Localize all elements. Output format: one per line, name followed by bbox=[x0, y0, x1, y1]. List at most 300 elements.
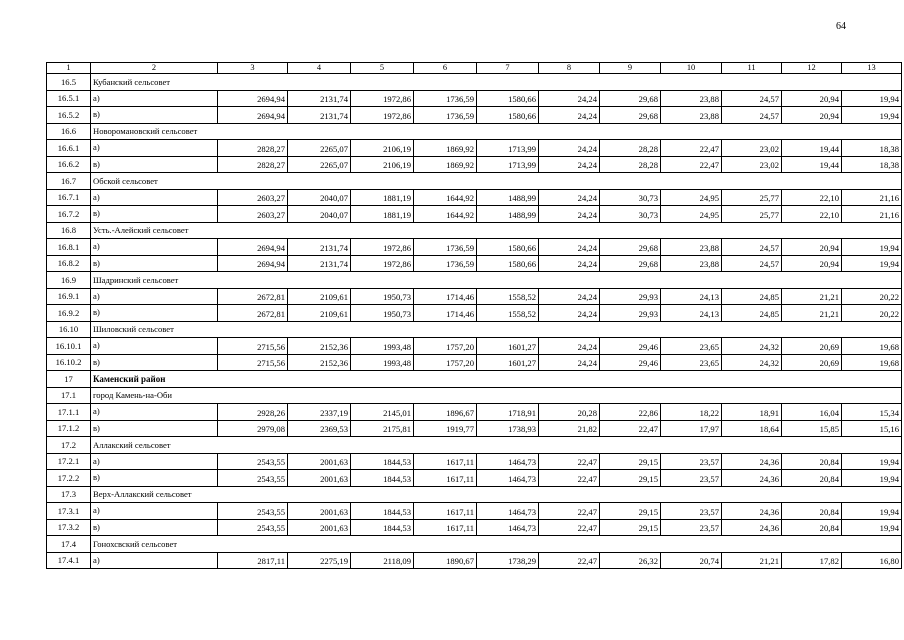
value-cell: 2265,07 bbox=[288, 140, 351, 157]
value-cell: 1757,20 bbox=[414, 338, 477, 355]
row-code: 16.5.1 bbox=[47, 90, 91, 107]
row-code: 17.2.2 bbox=[47, 470, 91, 487]
value-cell: 2265,07 bbox=[288, 156, 351, 173]
column-number-cell: 2 bbox=[91, 63, 218, 74]
value-cell: 2694,94 bbox=[218, 107, 288, 124]
table-row bbox=[47, 189, 902, 206]
value-cell: 19,44 bbox=[782, 156, 842, 173]
section-row bbox=[47, 486, 902, 503]
value-cell: 2109,61 bbox=[288, 288, 351, 305]
value-cell: 24,85 bbox=[722, 305, 782, 322]
row-code: 16.10.2 bbox=[47, 354, 91, 371]
value-cell: 15,16 bbox=[842, 420, 902, 437]
value-cell: 22,47 bbox=[539, 552, 600, 569]
value-cell: 1464,73 bbox=[477, 470, 539, 487]
row-code: 16.9.1 bbox=[47, 288, 91, 305]
value-cell: 1558,52 bbox=[477, 305, 539, 322]
value-cell: 29,15 bbox=[600, 519, 661, 536]
value-cell: 1617,11 bbox=[414, 470, 477, 487]
section-row bbox=[47, 74, 902, 91]
value-cell: 2131,74 bbox=[288, 239, 351, 256]
value-cell: 30,73 bbox=[600, 189, 661, 206]
value-cell: 2131,74 bbox=[288, 107, 351, 124]
row-code: 17.4.1 bbox=[47, 552, 91, 569]
section-title: Шиловский сельсовет bbox=[91, 321, 902, 338]
value-cell: 24,95 bbox=[661, 189, 722, 206]
table-row bbox=[47, 239, 902, 256]
row-code: 16.8 bbox=[47, 222, 91, 239]
value-cell: 1464,73 bbox=[477, 519, 539, 536]
value-cell: 18,38 bbox=[842, 140, 902, 157]
value-cell: 1488,99 bbox=[477, 206, 539, 223]
value-cell: 2369,53 bbox=[288, 420, 351, 437]
value-cell: 21,16 bbox=[842, 206, 902, 223]
value-cell: 2337,19 bbox=[288, 404, 351, 421]
row-code: 16.8.1 bbox=[47, 239, 91, 256]
section-row bbox=[47, 222, 902, 239]
column-number-cell: 9 bbox=[600, 63, 661, 74]
value-cell: 24,24 bbox=[539, 90, 600, 107]
column-number-cell: 13 bbox=[842, 63, 902, 74]
value-cell: 2040,07 bbox=[288, 189, 351, 206]
value-cell: 22,47 bbox=[600, 420, 661, 437]
value-cell: 24,24 bbox=[539, 305, 600, 322]
section-title: город Камень-на-Оби bbox=[91, 387, 902, 404]
value-cell: 2603,27 bbox=[218, 206, 288, 223]
value-cell: 19,94 bbox=[842, 90, 902, 107]
value-cell: 1881,19 bbox=[351, 189, 414, 206]
column-number-cell: 6 bbox=[414, 63, 477, 74]
value-cell: 24,57 bbox=[722, 239, 782, 256]
value-cell: 1488,99 bbox=[477, 189, 539, 206]
value-cell: 2672,81 bbox=[218, 288, 288, 305]
table-row bbox=[47, 503, 902, 520]
value-cell: 2175,81 bbox=[351, 420, 414, 437]
value-cell: 20,94 bbox=[782, 107, 842, 124]
section-title: Обской сельсовет bbox=[91, 173, 902, 190]
value-cell: 1644,92 bbox=[414, 189, 477, 206]
value-cell: 16,80 bbox=[842, 552, 902, 569]
value-cell: 2001,63 bbox=[288, 503, 351, 520]
value-cell: 1601,27 bbox=[477, 338, 539, 355]
value-cell: 1580,66 bbox=[477, 255, 539, 272]
value-cell: 1714,46 bbox=[414, 305, 477, 322]
value-cell: 19,94 bbox=[842, 107, 902, 124]
table-row bbox=[47, 552, 902, 569]
column-number-cell: 7 bbox=[477, 63, 539, 74]
value-cell: 19,68 bbox=[842, 354, 902, 371]
value-cell: 22,47 bbox=[661, 140, 722, 157]
value-cell: 30,73 bbox=[600, 206, 661, 223]
value-cell: 2828,27 bbox=[218, 140, 288, 157]
row-variant-label: в) bbox=[91, 354, 218, 371]
value-cell: 20,94 bbox=[782, 239, 842, 256]
value-cell: 16,04 bbox=[782, 404, 842, 421]
section-title: Гонохсвский сельсовет bbox=[91, 536, 902, 553]
row-code: 16.5.2 bbox=[47, 107, 91, 124]
row-code: 17.1 bbox=[47, 387, 91, 404]
value-cell: 18,38 bbox=[842, 156, 902, 173]
row-code: 16.7.2 bbox=[47, 206, 91, 223]
value-cell: 1890,67 bbox=[414, 552, 477, 569]
value-cell: 17,97 bbox=[661, 420, 722, 437]
value-cell: 20,22 bbox=[842, 305, 902, 322]
value-cell: 1844,53 bbox=[351, 470, 414, 487]
section-title: Усть.-Алейский сельсовет bbox=[91, 222, 902, 239]
value-cell: 19,94 bbox=[842, 453, 902, 470]
value-cell: 2543,55 bbox=[218, 519, 288, 536]
value-cell: 18,22 bbox=[661, 404, 722, 421]
value-cell: 24,24 bbox=[539, 156, 600, 173]
value-cell: 1644,92 bbox=[414, 206, 477, 223]
value-cell: 1881,19 bbox=[351, 206, 414, 223]
row-variant-label: а) bbox=[91, 140, 218, 157]
row-variant-label: а) bbox=[91, 288, 218, 305]
value-cell: 19,68 bbox=[842, 338, 902, 355]
value-cell: 2979,08 bbox=[218, 420, 288, 437]
table-row bbox=[47, 305, 902, 322]
value-cell: 24,36 bbox=[722, 519, 782, 536]
value-cell: 2817,11 bbox=[218, 552, 288, 569]
section-row bbox=[47, 536, 902, 553]
value-cell: 20,94 bbox=[782, 90, 842, 107]
row-code: 16.10.1 bbox=[47, 338, 91, 355]
section-row bbox=[47, 387, 902, 404]
value-cell: 1950,73 bbox=[351, 288, 414, 305]
table-row bbox=[47, 156, 902, 173]
value-cell: 21,82 bbox=[539, 420, 600, 437]
value-cell: 26,32 bbox=[600, 552, 661, 569]
value-cell: 23,57 bbox=[661, 470, 722, 487]
value-cell: 22,10 bbox=[782, 206, 842, 223]
value-cell: 1736,59 bbox=[414, 90, 477, 107]
value-cell: 19,94 bbox=[842, 503, 902, 520]
value-cell: 15,85 bbox=[782, 420, 842, 437]
row-code: 16.7 bbox=[47, 173, 91, 190]
value-cell: 1757,20 bbox=[414, 354, 477, 371]
value-cell: 24,95 bbox=[661, 206, 722, 223]
row-variant-label: а) bbox=[91, 503, 218, 520]
value-cell: 23,57 bbox=[661, 453, 722, 470]
value-cell: 22,47 bbox=[539, 470, 600, 487]
value-cell: 1972,86 bbox=[351, 90, 414, 107]
value-cell: 2694,94 bbox=[218, 90, 288, 107]
row-code: 16.9.2 bbox=[47, 305, 91, 322]
value-cell: 1580,66 bbox=[477, 90, 539, 107]
value-cell: 19,94 bbox=[842, 255, 902, 272]
value-cell: 29,46 bbox=[600, 338, 661, 355]
row-code: 17.1.1 bbox=[47, 404, 91, 421]
row-code: 16.9 bbox=[47, 272, 91, 289]
value-cell: 24,57 bbox=[722, 107, 782, 124]
value-cell: 1993,48 bbox=[351, 354, 414, 371]
table-row bbox=[47, 404, 902, 421]
value-cell: 24,24 bbox=[539, 189, 600, 206]
row-code: 17.1.2 bbox=[47, 420, 91, 437]
value-cell: 24,57 bbox=[722, 90, 782, 107]
value-cell: 24,24 bbox=[539, 338, 600, 355]
value-cell: 2603,27 bbox=[218, 189, 288, 206]
value-cell: 2928,26 bbox=[218, 404, 288, 421]
table-row bbox=[47, 420, 902, 437]
value-cell: 21,16 bbox=[842, 189, 902, 206]
value-cell: 2672,81 bbox=[218, 305, 288, 322]
row-code: 17.4 bbox=[47, 536, 91, 553]
table-row bbox=[47, 354, 902, 371]
section-row bbox=[47, 437, 902, 454]
value-cell: 1844,53 bbox=[351, 503, 414, 520]
value-cell: 2715,56 bbox=[218, 354, 288, 371]
page-number: 64 bbox=[836, 21, 846, 32]
table-row bbox=[47, 255, 902, 272]
value-cell: 20,84 bbox=[782, 503, 842, 520]
value-cell: 1558,52 bbox=[477, 288, 539, 305]
row-code: 16.10 bbox=[47, 321, 91, 338]
row-variant-label: а) bbox=[91, 453, 218, 470]
value-cell: 1617,11 bbox=[414, 503, 477, 520]
table-row bbox=[47, 288, 902, 305]
value-cell: 21,21 bbox=[722, 552, 782, 569]
value-cell: 24,13 bbox=[661, 305, 722, 322]
row-code: 16.7.1 bbox=[47, 189, 91, 206]
value-cell: 20,94 bbox=[782, 255, 842, 272]
row-code: 17.3.1 bbox=[47, 503, 91, 520]
value-cell: 24,32 bbox=[722, 338, 782, 355]
column-number-row bbox=[47, 63, 902, 74]
value-cell: 22,47 bbox=[539, 453, 600, 470]
value-cell: 23,57 bbox=[661, 519, 722, 536]
value-cell: 20,84 bbox=[782, 470, 842, 487]
value-cell: 1464,73 bbox=[477, 453, 539, 470]
value-cell: 23,88 bbox=[661, 107, 722, 124]
value-cell: 2001,63 bbox=[288, 519, 351, 536]
value-cell: 23,02 bbox=[722, 140, 782, 157]
row-code: 16.5 bbox=[47, 74, 91, 91]
section-title: Верх-Аллакский сельсовет bbox=[91, 486, 902, 503]
value-cell: 23,65 bbox=[661, 338, 722, 355]
value-cell: 1736,59 bbox=[414, 239, 477, 256]
tariff-table bbox=[46, 62, 902, 569]
value-cell: 1896,67 bbox=[414, 404, 477, 421]
value-cell: 2106,19 bbox=[351, 156, 414, 173]
value-cell: 2715,56 bbox=[218, 338, 288, 355]
row-code: 17.3.2 bbox=[47, 519, 91, 536]
section-title: Новоромановский сельсовет bbox=[91, 123, 902, 140]
value-cell: 23,88 bbox=[661, 90, 722, 107]
value-cell: 19,94 bbox=[842, 470, 902, 487]
value-cell: 1993,48 bbox=[351, 338, 414, 355]
value-cell: 23,88 bbox=[661, 239, 722, 256]
value-cell: 2118,09 bbox=[351, 552, 414, 569]
value-cell: 29,68 bbox=[600, 239, 661, 256]
table-row bbox=[47, 338, 902, 355]
row-variant-label: а) bbox=[91, 189, 218, 206]
column-number-cell: 1 bbox=[47, 63, 91, 74]
value-cell: 23,65 bbox=[661, 354, 722, 371]
value-cell: 24,36 bbox=[722, 470, 782, 487]
row-code: 16.6.1 bbox=[47, 140, 91, 157]
value-cell: 1601,27 bbox=[477, 354, 539, 371]
value-cell: 2131,74 bbox=[288, 255, 351, 272]
row-variant-label: в) bbox=[91, 305, 218, 322]
value-cell: 2001,63 bbox=[288, 453, 351, 470]
value-cell: 29,93 bbox=[600, 305, 661, 322]
table-row bbox=[47, 107, 902, 124]
value-cell: 24,24 bbox=[539, 255, 600, 272]
value-cell: 29,68 bbox=[600, 90, 661, 107]
row-code: 16.6.2 bbox=[47, 156, 91, 173]
column-number-cell: 12 bbox=[782, 63, 842, 74]
row-code: 17.2 bbox=[47, 437, 91, 454]
row-variant-label: а) bbox=[91, 404, 218, 421]
section-title: Кубанский сельсовет bbox=[91, 74, 902, 91]
value-cell: 24,32 bbox=[722, 354, 782, 371]
row-code: 17.2.1 bbox=[47, 453, 91, 470]
value-cell: 1972,86 bbox=[351, 239, 414, 256]
value-cell: 24,24 bbox=[539, 107, 600, 124]
value-cell: 21,21 bbox=[782, 288, 842, 305]
value-cell: 1844,53 bbox=[351, 519, 414, 536]
value-cell: 29,68 bbox=[600, 107, 661, 124]
value-cell: 2145,01 bbox=[351, 404, 414, 421]
value-cell: 18,91 bbox=[722, 404, 782, 421]
value-cell: 2152,36 bbox=[288, 354, 351, 371]
row-variant-label: а) bbox=[91, 90, 218, 107]
row-variant-label: в) bbox=[91, 420, 218, 437]
value-cell: 1919,77 bbox=[414, 420, 477, 437]
value-cell: 23,02 bbox=[722, 156, 782, 173]
value-cell: 2040,07 bbox=[288, 206, 351, 223]
value-cell: 24,57 bbox=[722, 255, 782, 272]
column-number-cell: 3 bbox=[218, 63, 288, 74]
row-code: 16.8.2 bbox=[47, 255, 91, 272]
value-cell: 24,24 bbox=[539, 354, 600, 371]
value-cell: 1950,73 bbox=[351, 305, 414, 322]
value-cell: 29,68 bbox=[600, 255, 661, 272]
value-cell: 29,15 bbox=[600, 503, 661, 520]
section-row bbox=[47, 173, 902, 190]
table-row bbox=[47, 206, 902, 223]
value-cell: 1718,91 bbox=[477, 404, 539, 421]
value-cell: 18,64 bbox=[722, 420, 782, 437]
section-title: Каменский район bbox=[91, 371, 902, 388]
value-cell: 19,44 bbox=[782, 140, 842, 157]
value-cell: 24,36 bbox=[722, 503, 782, 520]
value-cell: 2543,55 bbox=[218, 470, 288, 487]
value-cell: 20,22 bbox=[842, 288, 902, 305]
value-cell: 24,24 bbox=[539, 206, 600, 223]
value-cell: 24,85 bbox=[722, 288, 782, 305]
column-number-cell: 4 bbox=[288, 63, 351, 74]
row-variant-label: в) bbox=[91, 519, 218, 536]
section-row bbox=[47, 321, 902, 338]
value-cell: 29,15 bbox=[600, 453, 661, 470]
table-row bbox=[47, 453, 902, 470]
value-cell: 25,77 bbox=[722, 206, 782, 223]
value-cell: 1713,99 bbox=[477, 140, 539, 157]
value-cell: 2131,74 bbox=[288, 90, 351, 107]
value-cell: 1736,59 bbox=[414, 107, 477, 124]
value-cell: 1972,86 bbox=[351, 107, 414, 124]
value-cell: 29,15 bbox=[600, 470, 661, 487]
value-cell: 28,28 bbox=[600, 156, 661, 173]
row-variant-label: в) bbox=[91, 255, 218, 272]
row-variant-label: в) bbox=[91, 107, 218, 124]
value-cell: 22,86 bbox=[600, 404, 661, 421]
value-cell: 1869,92 bbox=[414, 156, 477, 173]
value-cell: 22,10 bbox=[782, 189, 842, 206]
row-variant-label: а) bbox=[91, 338, 218, 355]
value-cell: 2106,19 bbox=[351, 140, 414, 157]
section-row bbox=[47, 272, 902, 289]
value-cell: 22,47 bbox=[661, 156, 722, 173]
value-cell: 1738,93 bbox=[477, 420, 539, 437]
value-cell: 24,24 bbox=[539, 239, 600, 256]
section-title: Шадринский сельсовет bbox=[91, 272, 902, 289]
row-variant-label: в) bbox=[91, 156, 218, 173]
value-cell: 29,46 bbox=[600, 354, 661, 371]
row-variant-label: в) bbox=[91, 470, 218, 487]
value-cell: 17,82 bbox=[782, 552, 842, 569]
row-variant-label: а) bbox=[91, 552, 218, 569]
value-cell: 1738,29 bbox=[477, 552, 539, 569]
value-cell: 2109,61 bbox=[288, 305, 351, 322]
value-cell: 24,24 bbox=[539, 140, 600, 157]
column-number-cell: 5 bbox=[351, 63, 414, 74]
value-cell: 20,84 bbox=[782, 453, 842, 470]
column-number-cell: 8 bbox=[539, 63, 600, 74]
value-cell: 20,84 bbox=[782, 519, 842, 536]
value-cell: 24,36 bbox=[722, 453, 782, 470]
value-cell: 1972,86 bbox=[351, 255, 414, 272]
value-cell: 24,13 bbox=[661, 288, 722, 305]
row-code: 17.3 bbox=[47, 486, 91, 503]
table-row bbox=[47, 90, 902, 107]
section-row bbox=[47, 123, 902, 140]
value-cell: 2543,55 bbox=[218, 503, 288, 520]
value-cell: 1736,59 bbox=[414, 255, 477, 272]
value-cell: 1580,66 bbox=[477, 107, 539, 124]
table-row bbox=[47, 140, 902, 157]
value-cell: 20,69 bbox=[782, 338, 842, 355]
table-row bbox=[47, 519, 902, 536]
section-row bbox=[47, 371, 902, 388]
value-cell: 19,94 bbox=[842, 519, 902, 536]
value-cell: 29,93 bbox=[600, 288, 661, 305]
value-cell: 23,57 bbox=[661, 503, 722, 520]
value-cell: 1464,73 bbox=[477, 503, 539, 520]
value-cell: 1713,99 bbox=[477, 156, 539, 173]
value-cell: 25,77 bbox=[722, 189, 782, 206]
table-row bbox=[47, 470, 902, 487]
value-cell: 1714,46 bbox=[414, 288, 477, 305]
value-cell: 28,28 bbox=[600, 140, 661, 157]
row-code: 17 bbox=[47, 371, 91, 388]
row-code: 16.6 bbox=[47, 123, 91, 140]
row-variant-label: а) bbox=[91, 239, 218, 256]
value-cell: 1869,92 bbox=[414, 140, 477, 157]
value-cell: 22,47 bbox=[539, 503, 600, 520]
value-cell: 1617,11 bbox=[414, 453, 477, 470]
value-cell: 1844,53 bbox=[351, 453, 414, 470]
value-cell: 2694,94 bbox=[218, 239, 288, 256]
value-cell: 2828,27 bbox=[218, 156, 288, 173]
value-cell: 1617,11 bbox=[414, 519, 477, 536]
value-cell: 2001,63 bbox=[288, 470, 351, 487]
value-cell: 20,69 bbox=[782, 354, 842, 371]
value-cell: 23,88 bbox=[661, 255, 722, 272]
value-cell: 21,21 bbox=[782, 305, 842, 322]
